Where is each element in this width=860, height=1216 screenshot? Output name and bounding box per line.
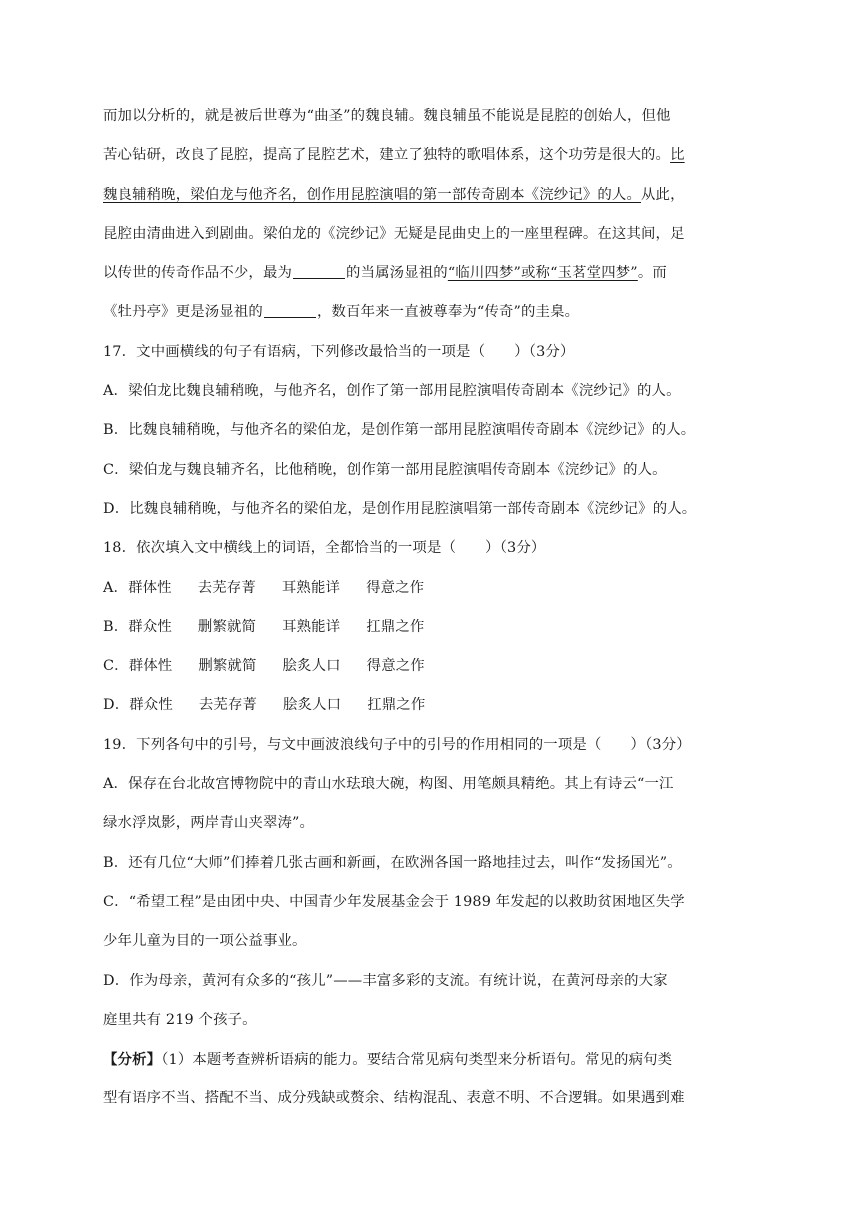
- passage-line-6: 《牡丹亭》更是汤显祖的 ，数百年来一直被尊奉为“传奇”的圭臬。: [103, 304, 580, 321]
- fill-blank-1: [293, 264, 345, 279]
- q19-option-a-line-2: 绿水浮岚影，两岸青山夹翠涛”。: [103, 815, 315, 832]
- q19-option-d-line-2: 庭里共有 219 个孩子。: [103, 1011, 257, 1028]
- q19-option-a-line-1: A．保存在台北故宫博物院中的青山水珐琅大碗，构图、用笔颇具精绝。其上有诗云“一江: [103, 776, 674, 793]
- q17-option-d: D．比魏良辅稍晚，与他齐名的梁伯龙，是创作用昆腔演唱第一部传奇剧本《浣纱记》的人。: [103, 500, 697, 517]
- underlined-sentence: 魏良辅稍晚，梁伯龙与他齐名，创作用昆腔演唱的第一部传奇剧本《浣纱记》的人。: [103, 186, 642, 203]
- q18-option-a: A．群体性 去芜存菁 耳熟能详 得意之作: [103, 579, 425, 596]
- q18-stem: 18．依次填入文中横线上的词语，全都恰当的一项是（ ）（3分）: [103, 540, 546, 557]
- passage-line-1: 而加以分析的，就是被后世尊为“曲圣”的魏良辅。魏良辅虽不能说是昆腔的创始人，但他: [103, 108, 671, 124]
- q18-option-d: D．群众性 去芜存菁 脍炙人口 扛鼎之作: [103, 697, 426, 714]
- wavy-underlined-phrase: “临川四梦”或称“玉茗堂四梦”: [447, 265, 638, 282]
- passage-line-3: 魏良辅稍晚，梁伯龙与他齐名，创作用昆腔演唱的第一部传奇剧本《浣纱记》的人。从此，: [103, 186, 685, 203]
- q17-option-c: C．梁伯龙与魏良辅齐名，比他稍晚，创作第一部用昆腔演唱传奇剧本《浣纱记》的人。: [103, 461, 667, 478]
- q19-option-b: B．还有几位“大师”们捧着几张古画和新画，在欧洲各国一路地挂过去，叫作“发扬国光”。: [103, 854, 682, 871]
- q19-option-c-line-2: 少年儿童为目的一项公益事业。: [103, 933, 307, 950]
- q18-option-c: C．群体性 删繁就简 脍炙人口 得意之作: [103, 658, 425, 675]
- analysis-line-1: 【分析】（1）本题考查辨析语病的能力。要结合常见病句类型来分析语句。常见的病句类: [103, 1051, 673, 1069]
- q19-stem: 19．下列各句中的引号，与文中画波浪线句子中的引号的作用相同的一项是（ ）（3分）: [103, 736, 691, 753]
- underlined-sentence-start: 比: [670, 147, 685, 164]
- q17-option-b: B．比魏良辅稍晚，与他齐名的梁伯龙，是创作第一部用昆腔演唱传奇剧本《浣纱记》的人。: [103, 422, 696, 439]
- passage-line-4: 昆腔由清曲进入到剧曲。梁伯龙的《浣纱记》无疑是昆曲史上的一座里程碑。在这其间，足: [103, 225, 685, 242]
- q18-option-b: B．群众性 删繁就简 耳熟能详 扛鼎之作: [103, 618, 425, 635]
- q17-stem: 17．文中画横线的句子有语病，下列修改最恰当的一项是（ ）（3分）: [103, 343, 575, 360]
- analysis-line-2: 型有语序不当、搭配不当、成分残缺或赘余、结构混乱、表意不明、不合逻辑。如果遇到难: [103, 1090, 685, 1107]
- q17-option-a: A．梁伯龙比魏良辅稍晚，与他齐名，创作了第一部用昆腔演唱传奇剧本《浣纱记》的人。: [103, 383, 681, 400]
- q19-option-d-line-1: D．作为母亲，黄河有众多的“孩儿”——丰富多彩的支流。有统计说，在黄河母亲的大家: [103, 972, 668, 989]
- document-page: [103, 97, 743, 1119]
- passage-line-2: 苦心钻研，改良了昆腔，提高了昆腔艺术，建立了独特的歌唱体系，这个功劳是很大的。比: [103, 147, 685, 164]
- passage-line-5: 以传世的传奇作品不少，最为 的当属汤显祖的“临川四梦”或称“玉茗堂四梦”。而: [103, 265, 667, 282]
- q19-option-c-line-1: C．“希望工程”是由团中央、中国青少年发展基金会于 1989 年发起的以救助贫困地区失学: [103, 893, 685, 910]
- analysis-tag: 【分析】: [103, 1051, 162, 1069]
- fill-blank-2: [264, 303, 316, 318]
